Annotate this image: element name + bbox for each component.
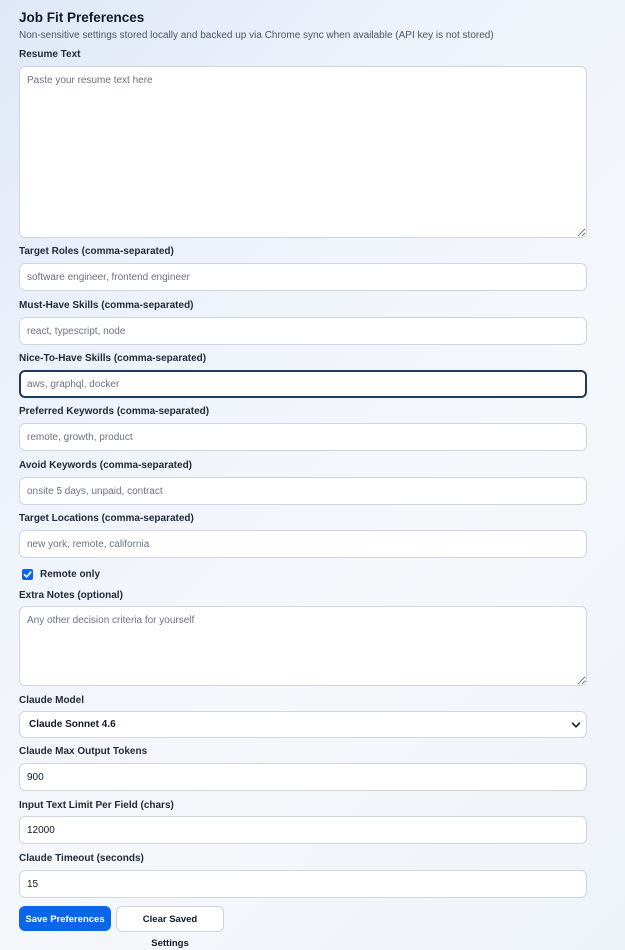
resume-label: Resume Text — [19, 49, 81, 60]
resume-textarea[interactable] — [19, 66, 587, 238]
nice-to-have-skills-label: Nice-To-Have Skills (comma-separated) — [19, 353, 207, 364]
input-text-limit-label: Input Text Limit Per Field (chars) — [19, 800, 174, 811]
preferred-keywords-input[interactable] — [19, 423, 587, 451]
avoid-keywords-label: Avoid Keywords (comma-separated) — [19, 460, 193, 471]
remote-only-row[interactable] — [19, 567, 100, 581]
must-have-skills-input[interactable] — [19, 317, 587, 345]
extra-notes-label: Extra Notes (optional) — [19, 590, 123, 601]
target-roles-label: Target Roles (comma-separated) — [19, 246, 174, 257]
target-locations-label: Target Locations (comma-separated) — [19, 513, 194, 524]
chevron-down-icon — [571, 720, 581, 730]
max-output-tokens-input[interactable] — [19, 763, 587, 791]
clear-saved-settings-button[interactable]: Clear Saved Settings — [116, 906, 224, 932]
timeout-input[interactable] — [19, 870, 587, 898]
input-text-limit-input[interactable] — [19, 816, 587, 844]
claude-model-select[interactable] — [19, 711, 587, 738]
claude-model-selected-value: Claude Sonnet 4.6 — [29, 719, 116, 730]
avoid-keywords-input[interactable] — [19, 477, 587, 505]
page-title: Job Fit Preferences — [19, 10, 145, 25]
timeout-label: Claude Timeout (seconds) — [19, 853, 144, 864]
nice-to-have-skills-input[interactable] — [19, 370, 587, 398]
page-subtitle: Non-sensitive settings stored locally and backed up via Chrome sync when available (API key is not stored) — [19, 30, 494, 41]
target-locations-input[interactable] — [19, 530, 587, 558]
extra-notes-textarea[interactable] — [19, 606, 587, 686]
checkmark-icon — [23, 570, 32, 579]
remote-only-label[interactable]: Remote only — [40, 568, 101, 580]
claude-model-label: Claude Model — [19, 695, 85, 706]
must-have-skills-label: Must-Have Skills (comma-separated) — [19, 300, 194, 311]
target-roles-input[interactable] — [19, 263, 587, 291]
preferred-keywords-label: Preferred Keywords (comma-separated) — [19, 406, 210, 417]
max-output-tokens-label: Claude Max Output Tokens — [19, 746, 148, 757]
save-preferences-button[interactable]: Save Preferences — [19, 906, 111, 931]
remote-only-checkbox[interactable] — [22, 569, 33, 580]
